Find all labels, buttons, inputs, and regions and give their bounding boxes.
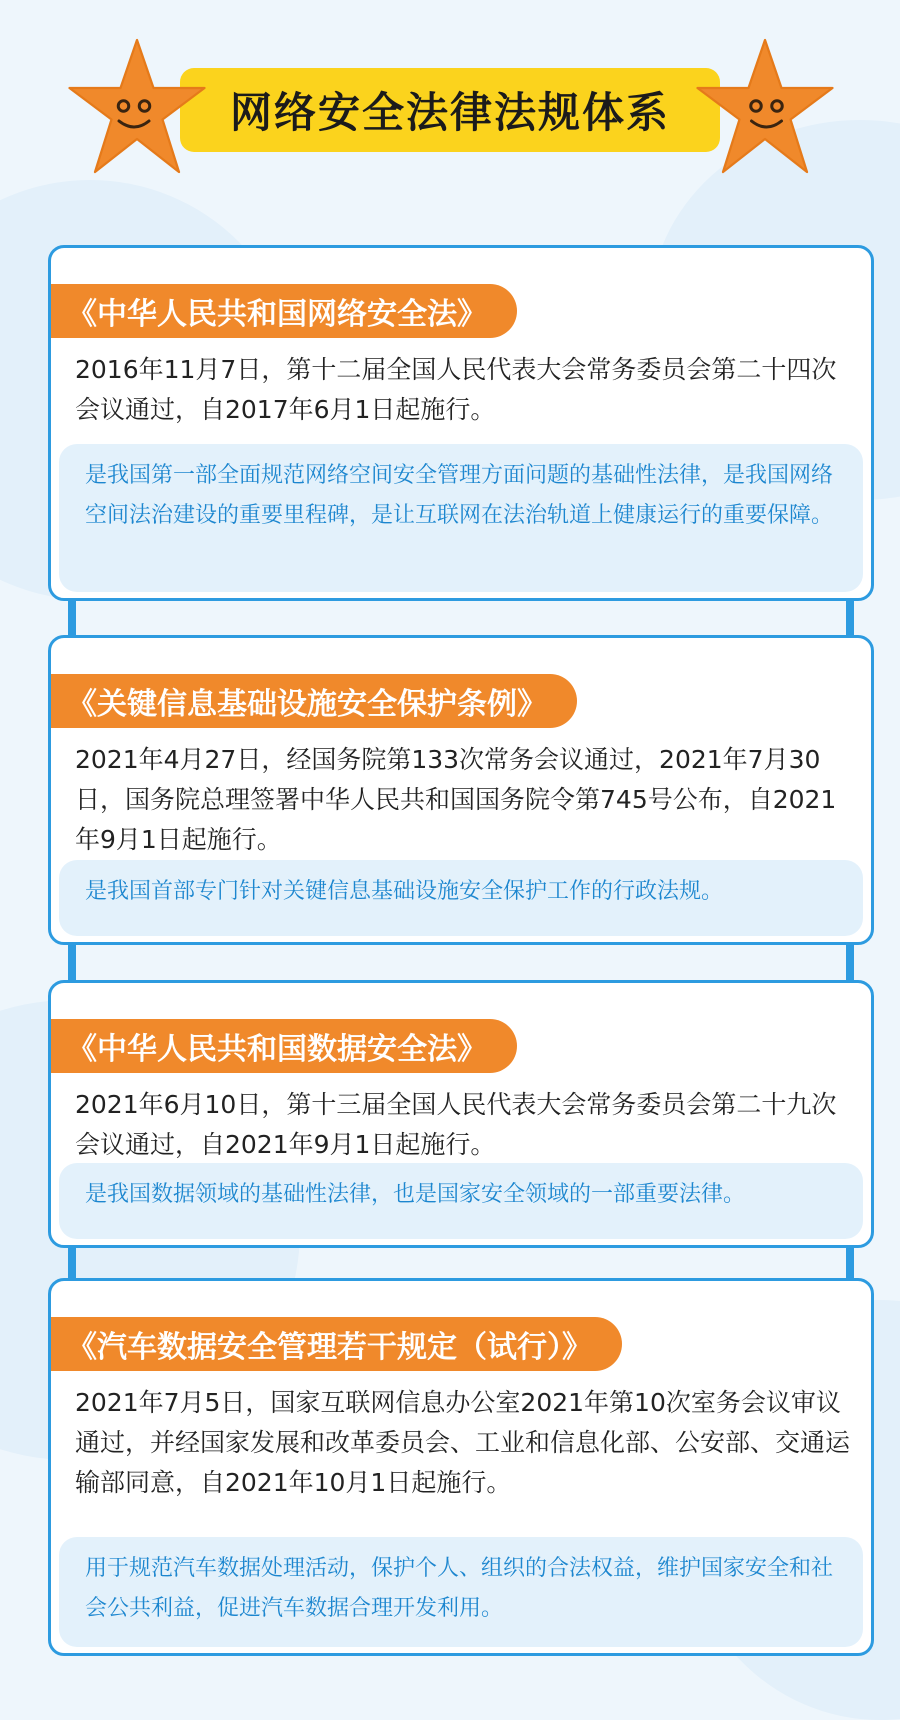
smiling-star-icon	[690, 34, 840, 184]
title-banner	[180, 68, 720, 152]
law-significance: 用于规范汽车数据处理活动，保护个人、组织的合法权益，维护国家安全和社会公共利益，促进汽车数据合理开发利用。	[59, 1537, 863, 1647]
law-card	[48, 635, 874, 945]
law-card	[48, 980, 874, 1248]
law-description: 2021年6月10日，第十三届全国人民代表大会常务委员会第二十九次会议通过，自2021年9月1日起施行。	[75, 1090, 837, 1159]
law-description: 2021年4月27日，经国务院第133次常务会议通过，2021年7月30日，国务院总理签署中华人民共和国国务院令第745号公布，自2021年9月1日起施行。	[75, 745, 837, 854]
smiling-star-icon	[62, 34, 212, 184]
law-significance: 是我国首部专门针对关键信息基础设施安全保护工作的行政法规。	[59, 860, 863, 936]
page-header	[0, 40, 900, 180]
law-title: 《关键信息基础设施安全保护条例》	[51, 674, 577, 728]
law-card	[48, 1278, 874, 1656]
law-card	[48, 245, 874, 601]
page-title: 网络安全法律法规体系	[229, 88, 670, 137]
law-significance: 是我国数据领域的基础性法律，也是国家安全领域的一部重要法律。	[59, 1163, 863, 1239]
law-significance: 是我国第一部全面规范网络空间安全管理方面问题的基础性法律，是我国网络空间法治建设的重要里程碑，是让互联网在法治轨道上健康运行的重要保障。	[59, 444, 863, 592]
law-description: 2021年7月5日，国家互联网信息办公室2021年第10次室务会议审议通过，并经国家发展和改革委员会、工业和信息化部、公安部、交通运输部同意，自2021年10月1日起施行。	[75, 1388, 851, 1497]
law-title: 《中华人民共和国网络安全法》	[51, 284, 517, 338]
law-title: 《中华人民共和国数据安全法》	[51, 1019, 517, 1073]
law-description: 2016年11月7日，第十二届全国人民代表大会常务委员会第二十四次会议通过，自2017年6月1日起施行。	[75, 355, 837, 424]
law-title: 《汽车数据安全管理若干规定（试行）》	[51, 1317, 622, 1371]
